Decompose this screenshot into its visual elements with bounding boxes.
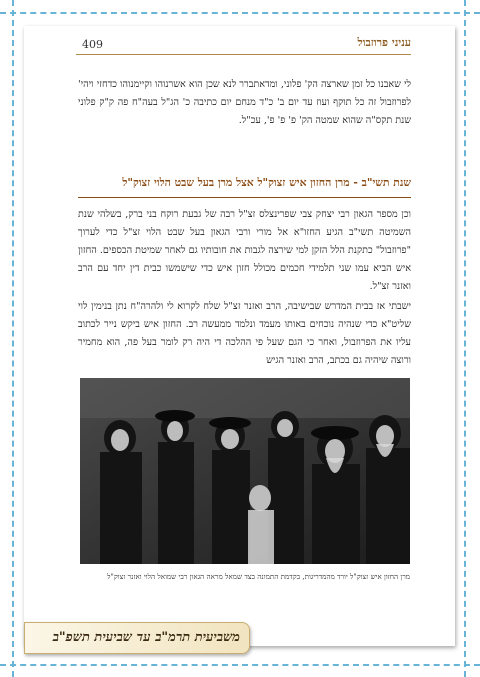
frame-dash-left bbox=[12, 0, 14, 677]
running-title: עניני פרוזבול bbox=[357, 36, 411, 49]
footer-banner-text: משביעית תרמ"ב עד שביעית תשפ"ב bbox=[52, 630, 240, 645]
section-heading-rule bbox=[78, 197, 411, 198]
section-heading: שנת תשי"ב - מרן החזון איש זצוק"ל אצל מרן בעל שבט הלוי זצוק"ל bbox=[122, 176, 411, 189]
photo-crowd-illustration bbox=[80, 378, 410, 564]
book-page bbox=[24, 26, 455, 646]
frame-dash-top bbox=[0, 12, 480, 14]
frame-dash-right bbox=[464, 0, 466, 677]
page-number: 409 bbox=[82, 38, 103, 51]
paragraph-2: וכן מספר הגאון רבי יצחק צבי שפרינצלס זצ"ל רבה של גבעת רוקח בני ברק, בשלהי שנת השמיטה תשי"ב הגיע החזו"א אל מורי ורבי הגאון בעל שבט הלוי זצ"ל כדי לערוך "פרוזבול" כתקנת הלל הזקן למי שירצה לגבות את חובותיו גם לאחר שמיטת הכספים. החזון איש הביא עמו שני תלמידי חכמים מכולל חזון איש כדי שישמשו כבית דין יחד עם הרב ואזנר זצ"ל. bbox=[78, 209, 411, 292]
paragraph-1: לי שאבנו כל זמן שארצה הק' פלוני, ומדאתברר לנא שכן הוא אשרנוהו וקיימנוהו כדחזי ויהי' לפרוזבול זה כל תוקף ועוז עד יום ב' כ"ד מנחם יום כתיבה כ' הג"ל בעה"ח פה ק"ק פלוני שנת תקס"ה שהוא שמטה הק' פ' פ' פ', עכ"ל. bbox=[78, 79, 411, 126]
historical-photo bbox=[80, 378, 410, 564]
frame-dash-bottom bbox=[0, 664, 480, 666]
photo-caption: מרן החזון איש זצוק"ל יורד מהמדריגות, בקדמת התמונה בצד שמאל מראה הגאון רבי שמואל הלוי ואזנר זצוק"ל bbox=[107, 572, 410, 581]
header-rule bbox=[76, 54, 411, 55]
paragraph-3: ישבתי אז בבית המדרש שבישיבה, הרב ואזנר זצ"ל שלח לקרוא לי ולהרה"ח נתן בנימין לוי שליט"א כדי שנהיה נוכחים באותו מעמד ונלמד ממעשה רב. החזון איש ביקש נייר לכתוב עליו את הפרוזבול, ואחר כי הגם שעל פי ההלכה די היה רק לומר בעל פה, הוא מחמיר ורוצה שיהיה גם בכתב, הרב ואזנר הגיש bbox=[78, 301, 411, 366]
